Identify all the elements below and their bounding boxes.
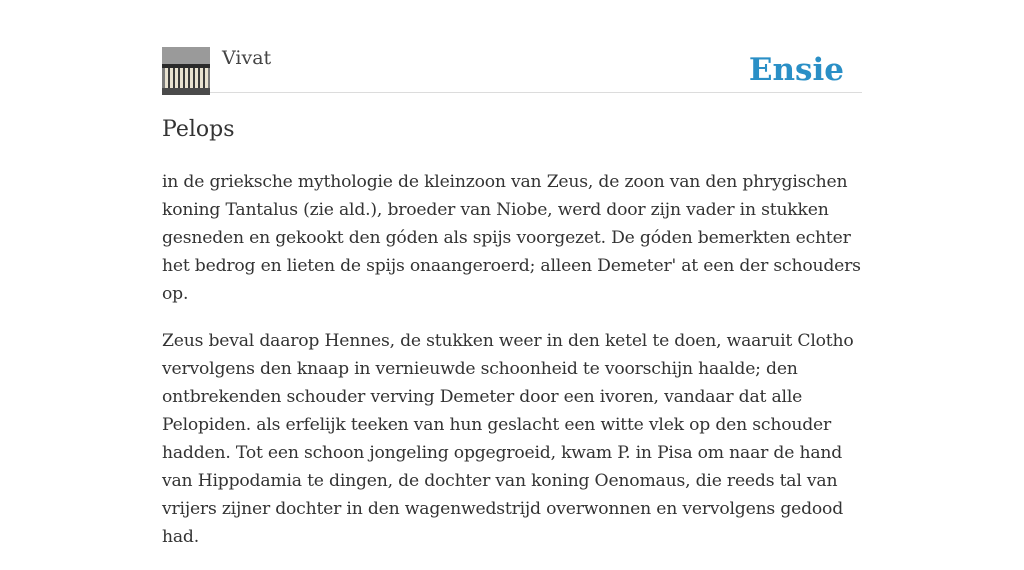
author-avatar[interactable] [162,47,210,95]
page-header [162,46,862,93]
article-paragraph-2: Zeus beval daarop Hennes, de stukken weer in den ketel te doen, waaruit Clotho vervolgens den knaap in vernieuwde schoonheid te voorschijn haalde; den ontbrekenden schouder verving Demeter door een ivoren, vandaar dat alle Pelopiden. als erfelijk teeken van hun geslacht een witte vlek op den schouder hadden. Tot een schoon jongeling opgegroeid, kwam P. in Pisa om naar de hand van Hippodamia te dingen, de dochter van koning Oenomaus, die reeds tal van vrijers zijner dochter in den wagenwedstrijd overwonnen en vervolgens gedood had. [162,331,854,547]
author-name[interactable]: Vivat [222,47,272,69]
brand-logo[interactable]: Ensie [748,52,844,88]
article-body [162,168,862,570]
article-title: Pelops [162,117,235,142]
book-spines-icon [162,47,210,95]
article-paragraph-1: in de grieksche mythologie de kleinzoon van Zeus, de zoon van den phrygischen koning Tantalus (zie ald.), broeder van Niobe, werd door zijn vader in stukken gesneden en gekookt den góden als spijs voorgezet. De góden bemerkten echter het bedrog en lieten de spijs onaangeroerd; alleen Demeter' at een der schouders op. [162,172,861,304]
